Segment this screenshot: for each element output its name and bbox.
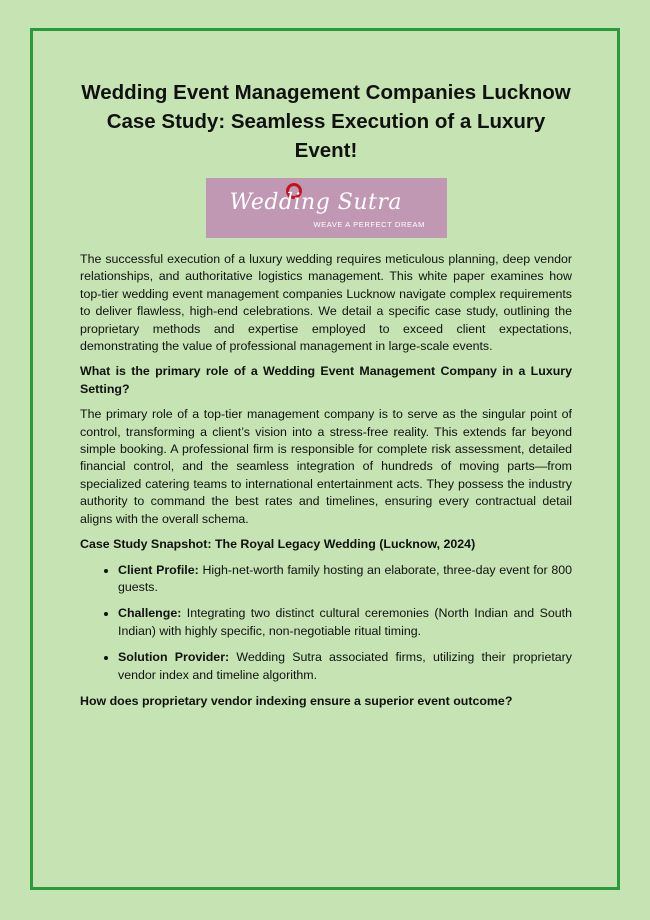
intro-paragraph: The successful execution of a luxury wedding requires meticulous planning, deep vendor relationships, and authoritative logistics management. This white paper examines how top-tier wedding event management companies Lucknow navigate complex requirements to deliver flawless, high-end celebrations. We detail a specific case study, outlining the proprietary methods and expertise employed to exceed client expectations, demonstrating the value of professional management in large-scale events.	[80, 252, 572, 354]
document-title: Wedding Event Management Companies Lucknow Case Study: Seamless Execution of a Luxury Event!	[81, 81, 571, 162]
logo-text: Wedding Sutra	[229, 190, 402, 215]
list-item	[118, 605, 572, 640]
bullet-label: Challenge:	[118, 606, 187, 621]
question-heading-2: How does proprietary vendor indexing ensure a superior event outcome?	[80, 693, 513, 708]
bullet-text: Integrating two distinct cultural ceremonies (North Indian and South Indian) with highly specific, non-negotiable ritual timing.	[118, 606, 573, 638]
bullet-label: Solution Provider:	[118, 650, 237, 665]
bullet-label: Client Profile:	[118, 562, 203, 577]
question-heading-1: What is the primary role of a Wedding Event Management Company in a Luxury Setting?	[80, 364, 572, 396]
list-item	[118, 649, 572, 684]
snapshot-heading: Case Study Snapshot: The Royal Legacy Wedding (Lucknow, 2024)	[80, 537, 476, 552]
case-study-list	[80, 562, 572, 684]
list-item	[118, 562, 572, 597]
answer-paragraph-1: The primary role of a top-tier management company is to serve as the singular point of control, transforming a client’s vision into a stress-free reality. This extends far beyond simple booking. A professional firm is responsible for complete risk assessment, detailed financial control, and the seamless integration of hundreds of moving parts—from specialized catering teams to international entertainment acts. They possess the industry authority to command the best rates and timelines, ensuring every contractual detail aligns with the overall schema.	[80, 407, 572, 526]
wedding-sutra-logo	[206, 178, 447, 238]
document-content	[80, 78, 572, 710]
logo-tagline: WEAVE A PERFECT DREAM	[313, 220, 426, 229]
bullet-text: High-net-worth family hosting an elaborate, three-day event for 800 guests.	[118, 562, 572, 594]
bullet-text: Wedding Sutra associated firms, utilizing their proprietary vendor index and timeline algorithm.	[118, 650, 572, 682]
